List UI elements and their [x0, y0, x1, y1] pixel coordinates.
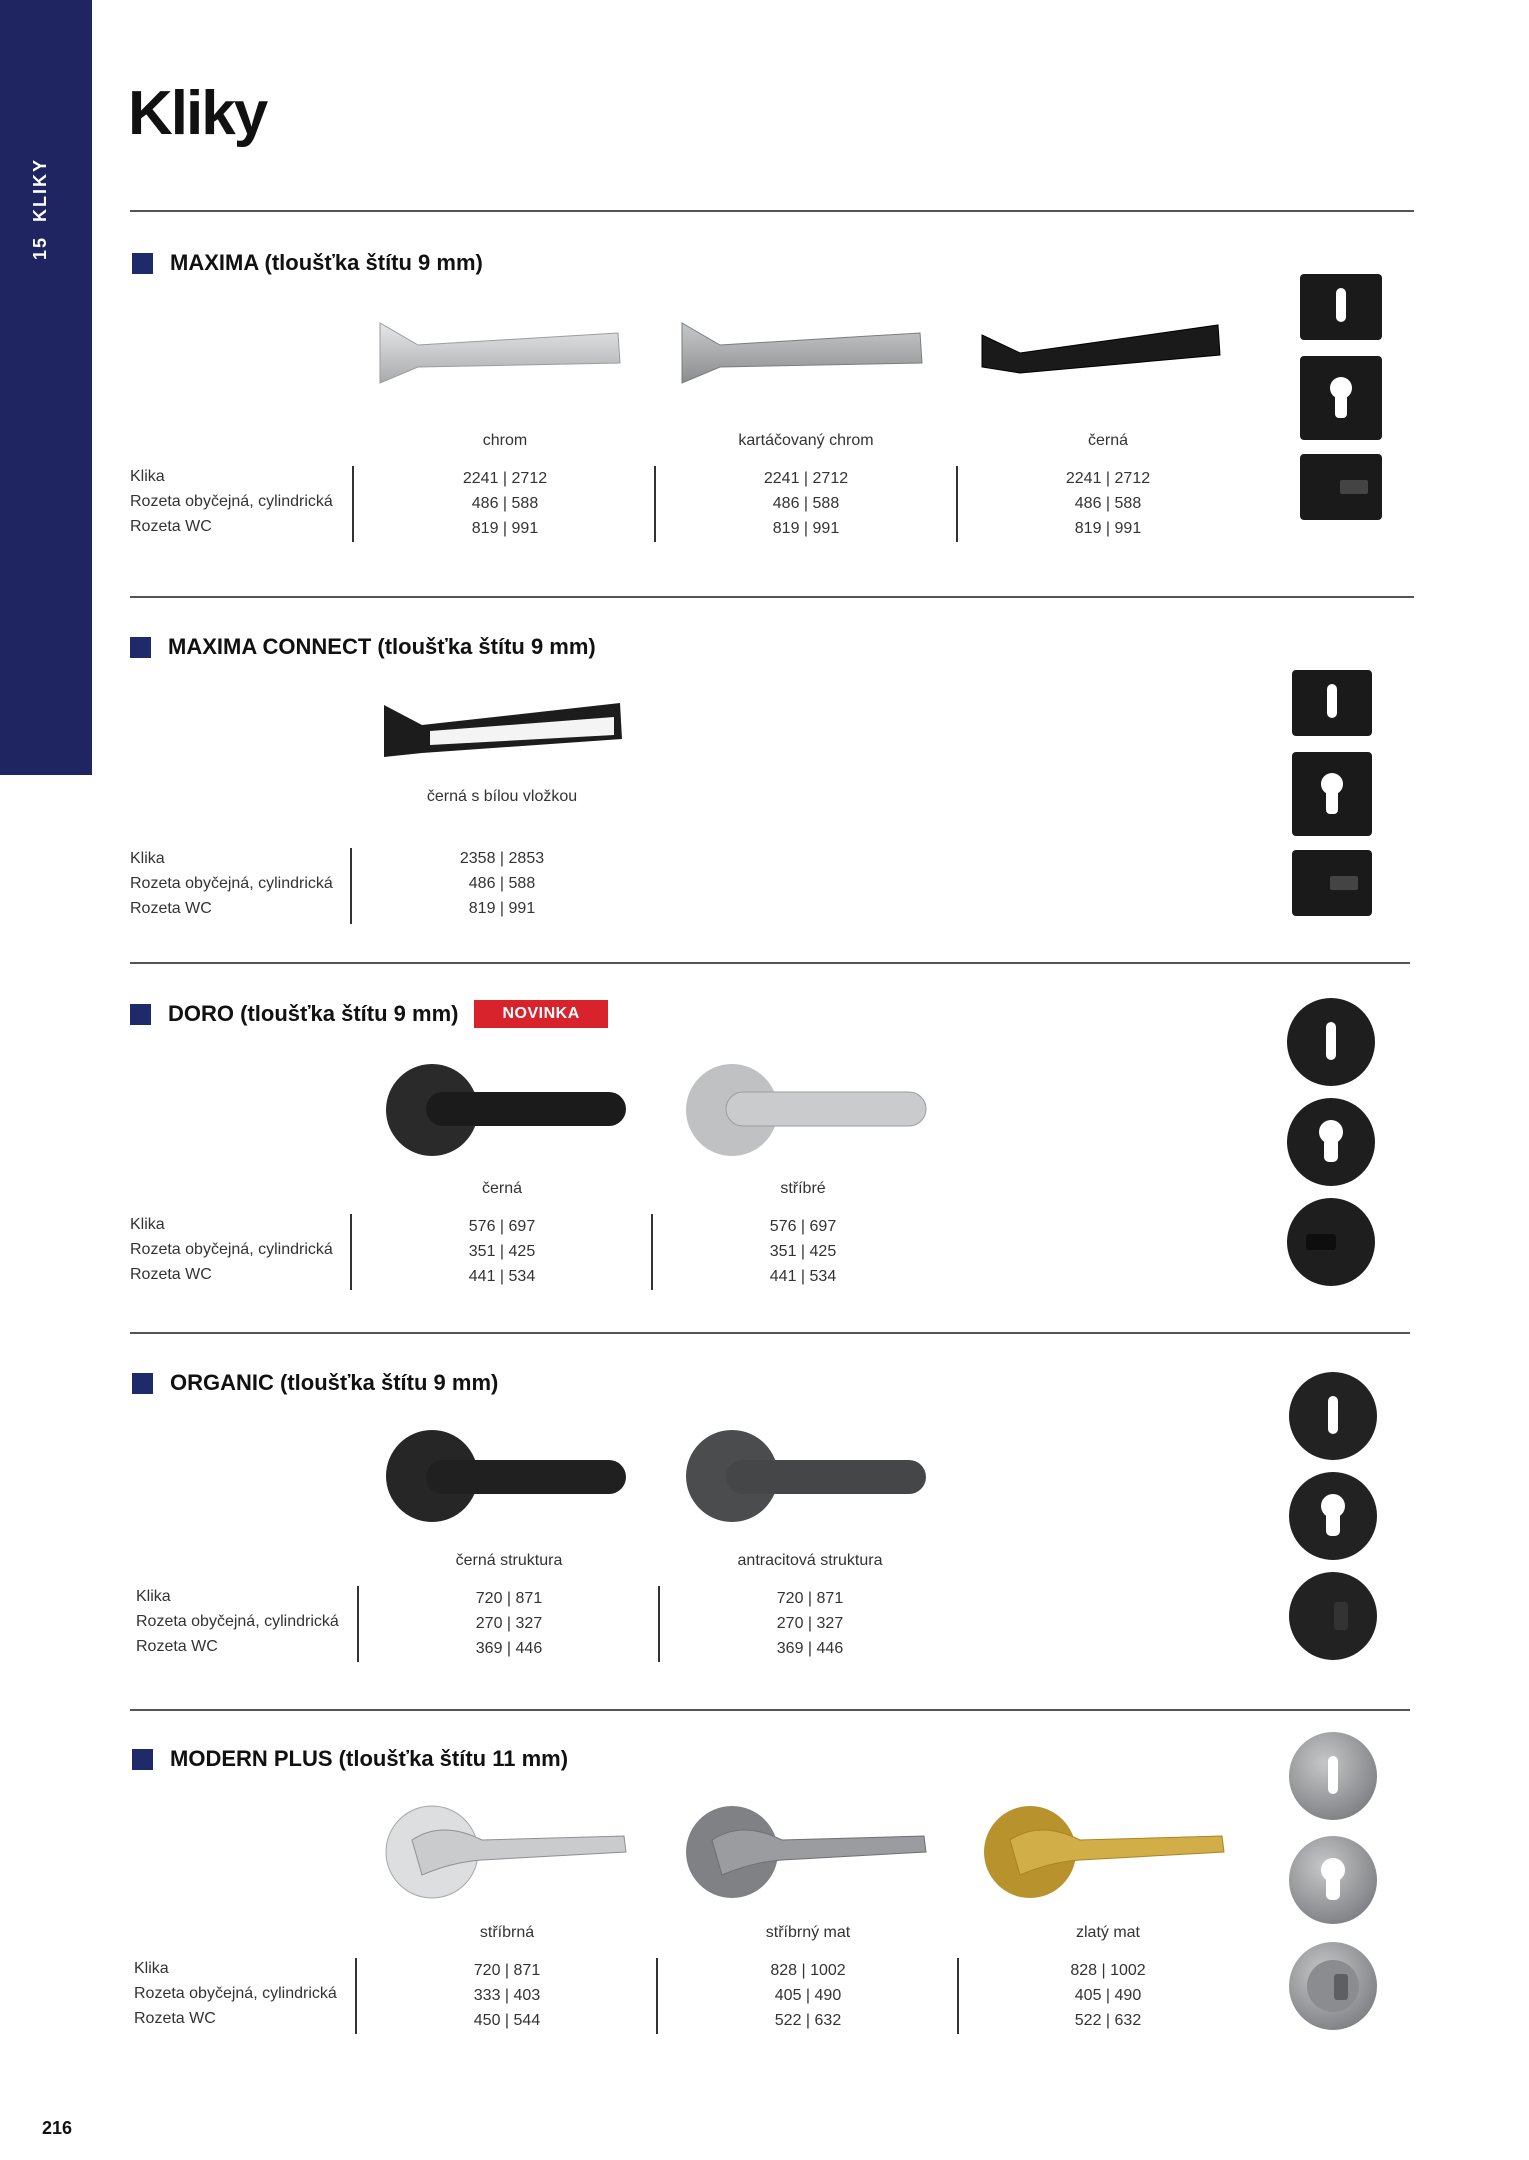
rosette-images-square [1298, 270, 1388, 526]
code-rozeta-wc: 522 | 632 [1074, 2012, 1142, 2029]
code-rozeta-wc: 369 | 446 [776, 1640, 844, 1657]
rosette-wc-icon [1289, 1572, 1377, 1660]
code-rozeta-wc: 819 | 991 [468, 900, 536, 917]
code-klika: 576 | 697 [769, 1218, 837, 1235]
row-label-klika: Klika [130, 468, 165, 485]
variant-name: antracitová struktura [737, 1552, 883, 1569]
code-rozeta: 486 | 588 [468, 875, 536, 892]
variant-column [660, 1552, 960, 1661]
section-header [130, 1000, 608, 1028]
section-divider [130, 210, 1414, 212]
code-rozeta: 351 | 425 [468, 1243, 536, 1260]
variant-column [355, 432, 655, 541]
rosette-cylinder-icon [1289, 1836, 1377, 1924]
code-rozeta: 270 | 327 [776, 1615, 844, 1632]
variant-name: zlatý mat [1075, 1924, 1140, 1941]
variant-column [958, 432, 1258, 541]
rosette-images-round [1288, 1370, 1382, 1670]
product-image-organic-anthracite [682, 1424, 932, 1534]
row-label-rozeta-wc: Rozeta WC [136, 1638, 218, 1655]
row-labels [134, 1956, 337, 2031]
rosette-images-round [1288, 1728, 1382, 2038]
row-label-rozeta-wc: Rozeta WC [130, 1266, 212, 1283]
product-image-maxima-chrom [378, 315, 623, 390]
variant-name: černá [1087, 432, 1129, 449]
variant-column [357, 1924, 657, 2033]
row-labels [136, 1584, 339, 1659]
rosette-cylinder-icon [1289, 1472, 1377, 1560]
code-klika: 2241 | 2712 [1065, 470, 1151, 487]
code-rozeta: 270 | 327 [475, 1615, 543, 1632]
variant-column [958, 1924, 1258, 2033]
row-label-rozeta: Rozeta obyčejná, cylindrická [130, 493, 333, 510]
code-rozeta: 333 | 403 [473, 1987, 541, 2004]
section-divider [130, 596, 1414, 598]
rosette-key-icon [1289, 1732, 1377, 1820]
product-image-maxima-brushed-chrom [680, 315, 925, 390]
section-title: MAXIMA (tloušťka štítu 9 mm) [170, 250, 483, 275]
section-title: DORO (tloušťka štítu 9 mm) [168, 1001, 459, 1026]
variant-name: černá s bílou vložkou [426, 788, 578, 805]
row-label-rozeta-wc: Rozeta WC [130, 518, 212, 535]
code-klika: 576 | 697 [468, 1218, 536, 1235]
rosette-key-icon [1300, 274, 1382, 340]
section-marker [132, 1749, 153, 1770]
variant-name: černá struktura [455, 1552, 563, 1569]
section-title: MODERN PLUS (tloušťka štítu 11 mm) [170, 1746, 569, 1771]
product-image-organic-black [382, 1424, 632, 1534]
section-marker [132, 1373, 153, 1394]
product-image-doro-silver [682, 1058, 932, 1168]
code-rozeta: 486 | 588 [1074, 495, 1142, 512]
column-separator [352, 466, 354, 542]
row-labels [130, 846, 333, 921]
section-marker [132, 253, 153, 274]
section-header [130, 634, 596, 660]
code-rozeta-wc: 819 | 991 [471, 520, 539, 537]
row-labels [130, 464, 333, 539]
variant-column [658, 1924, 958, 2033]
code-klika: 720 | 871 [473, 1962, 541, 1979]
product-image-maxima-connect [382, 695, 627, 770]
code-rozeta-wc: 819 | 991 [1074, 520, 1142, 537]
product-image-modern-plus-silver-matte [682, 1800, 932, 1910]
variant-column [352, 1180, 652, 1289]
code-klika: 2241 | 2712 [763, 470, 849, 487]
variant-name: černá [481, 1180, 523, 1197]
product-image-modern-plus-gold-matte [980, 1800, 1230, 1910]
section-divider [130, 962, 1410, 964]
code-klika: 720 | 871 [475, 1590, 543, 1607]
code-rozeta-wc: 441 | 534 [468, 1268, 536, 1285]
code-rozeta-wc: 522 | 632 [774, 2012, 842, 2029]
code-rozeta-wc: 450 | 544 [473, 2012, 541, 2029]
section-header [132, 250, 483, 276]
code-klika: 2358 | 2853 [459, 850, 545, 867]
row-label-rozeta: Rozeta obyčejná, cylindrická [130, 1241, 333, 1258]
rosette-key-icon [1287, 998, 1375, 1086]
code-rozeta-wc: 819 | 991 [772, 520, 840, 537]
section-divider [130, 1332, 1410, 1334]
rosette-cylinder-icon [1287, 1098, 1375, 1186]
code-klika: 2241 | 2712 [462, 470, 548, 487]
variant-name: chrom [482, 432, 528, 449]
page-number: 216 [42, 2118, 73, 2138]
code-klika: 828 | 1002 [770, 1962, 846, 1979]
rosette-wc-icon [1287, 1198, 1375, 1286]
variant-name: kartáčovaný chrom [738, 432, 874, 449]
rosette-images-square [1290, 666, 1380, 922]
row-label-klika: Klika [130, 850, 165, 867]
row-label-rozeta: Rozeta obyčejná, cylindrická [136, 1613, 339, 1630]
variant-name: stříbrný mat [765, 1924, 851, 1941]
rosette-key-icon [1292, 670, 1372, 736]
rosette-images-round [1286, 996, 1380, 1296]
code-klika: 828 | 1002 [1070, 1962, 1146, 1979]
variant-column [352, 788, 652, 921]
variant-column [653, 1180, 953, 1289]
row-label-klika: Klika [136, 1588, 171, 1605]
code-rozeta-wc: 369 | 446 [475, 1640, 543, 1657]
code-rozeta: 405 | 490 [774, 1987, 842, 2004]
section-header [132, 1746, 568, 1772]
section-marker [130, 637, 151, 658]
section-marker [130, 1004, 151, 1025]
variant-column [656, 432, 956, 541]
row-labels [130, 1212, 333, 1287]
code-rozeta-wc: 441 | 534 [769, 1268, 837, 1285]
product-image-maxima-black [980, 315, 1225, 390]
rosette-key-icon [1289, 1372, 1377, 1460]
chapter-label [30, 157, 62, 260]
code-rozeta: 486 | 588 [772, 495, 840, 512]
variant-name: stříbré [780, 1180, 826, 1197]
rosette-cylinder-icon [1300, 356, 1382, 440]
page-title: Kliky [128, 79, 267, 148]
rosette-wc-icon [1289, 1942, 1377, 2030]
chapter-number: 15 [30, 235, 50, 260]
code-rozeta: 405 | 490 [1074, 1987, 1142, 2004]
section-divider [130, 1709, 1410, 1711]
new-badge: NOVINKA [474, 1000, 607, 1028]
rosette-wc-icon [1300, 454, 1382, 520]
rosette-wc-icon [1292, 850, 1372, 916]
code-klika: 720 | 871 [776, 1590, 844, 1607]
section-title: ORGANIC (tloušťka štítu 9 mm) [170, 1370, 499, 1395]
chapter-sidebar [0, 0, 92, 775]
variant-name: stříbrná [479, 1924, 535, 1941]
code-rozeta: 351 | 425 [769, 1243, 837, 1260]
code-rozeta: 486 | 588 [471, 495, 539, 512]
section-title: MAXIMA CONNECT (tloušťka štítu 9 mm) [168, 634, 596, 659]
row-label-klika: Klika [130, 1216, 165, 1233]
row-label-rozeta-wc: Rozeta WC [130, 900, 212, 917]
row-label-klika: Klika [134, 1960, 169, 1977]
product-image-doro-black [382, 1058, 632, 1168]
row-label-rozeta: Rozeta obyčejná, cylindrická [134, 1985, 337, 2002]
product-image-modern-plus-silver [382, 1800, 632, 1910]
variant-column [359, 1552, 659, 1661]
chapter-name: KLIKY [30, 157, 50, 222]
row-label-rozeta: Rozeta obyčejná, cylindrická [130, 875, 333, 892]
row-label-rozeta-wc: Rozeta WC [134, 2010, 216, 2027]
section-header [132, 1370, 498, 1396]
rosette-cylinder-icon [1292, 752, 1372, 836]
